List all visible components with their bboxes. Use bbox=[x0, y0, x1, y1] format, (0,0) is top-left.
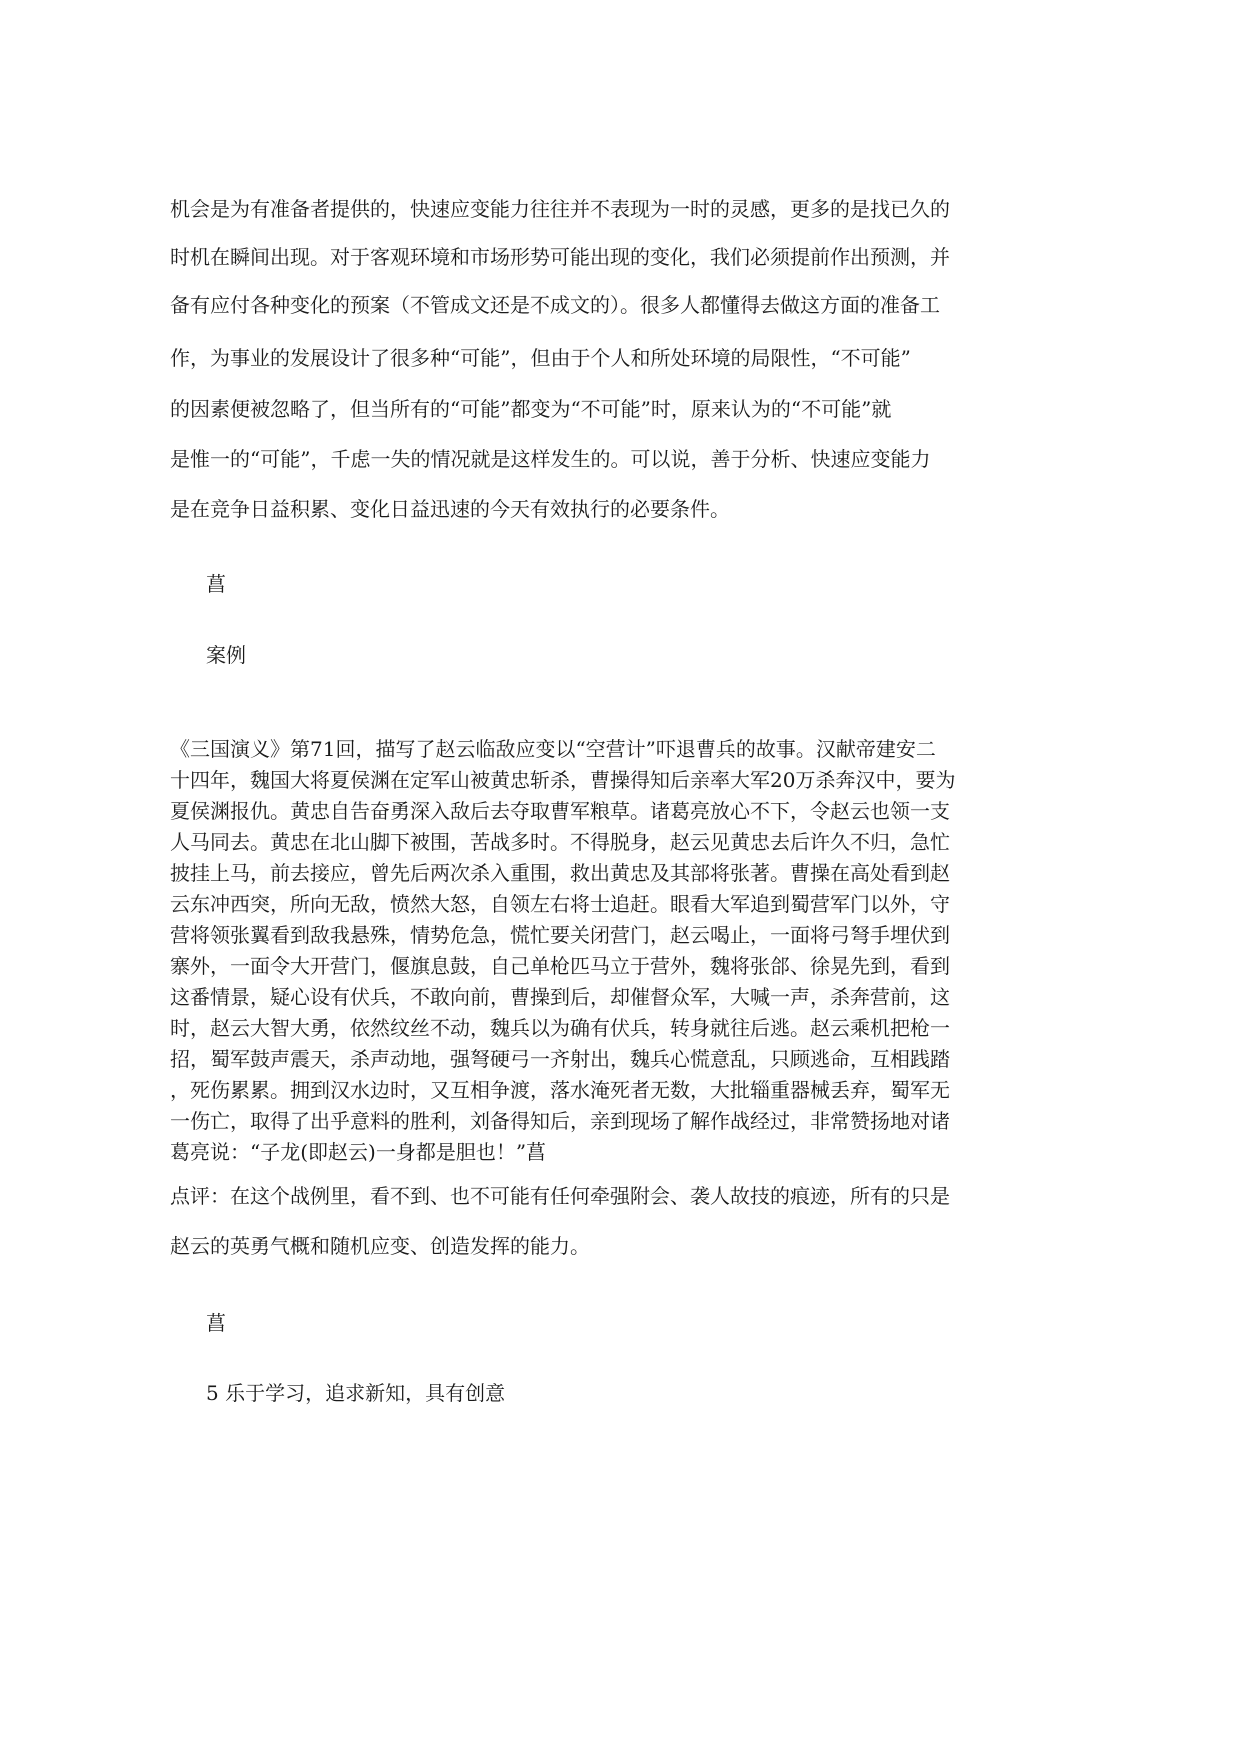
text-line: 披挂上马，前去接应，曾先后两次杀入重围，救出黄忠及其部将张著。曹操在高处看到赵 bbox=[170, 861, 950, 885]
text-line: 人马同去。黄忠在北山脚下被围，苦战多时。不得脱身，赵云见黄忠去后许久不归，急忙 bbox=[170, 830, 950, 854]
text-line: 一伤亡，取得了出乎意料的胜利，刘备得知后，亲到现场了解作战经过，非常赞扬地对诸 bbox=[170, 1109, 950, 1133]
text-line: 《三国演义》第71回，描写了赵云临敌应变以“空营计”吓退曹兵的故事。汉献帝建安二 bbox=[170, 737, 936, 761]
text-line: 十四年，魏国大将夏侯渊在定军山被黄忠斩杀，曹操得知后亲率大军20万杀奔汉中，要为 bbox=[170, 768, 956, 792]
text-line: 这番情景，疑心设有伏兵，不敢向前，曹操到后，却催督众军，大喊一声，杀奔营前，这 bbox=[170, 985, 950, 1009]
text-line: 夏侯渊报仇。黄忠自告奋勇深入敌后去夺取曹军粮草。诸葛亮放心不下，令赵云也领一支 bbox=[170, 799, 950, 823]
text-line: 寨外，一面令大开营门，偃旗息鼓，自己单枪匹马立于营外，魏将张郃、徐晃先到，看到 bbox=[170, 954, 950, 978]
text-line: 时机在瞬间出现。对于客观环境和市场形势可能出现的变化，我们必须提前作出预测，并 bbox=[170, 245, 950, 269]
text-line: 赵云的英勇气概和随机应变、创造发挥的能力。 bbox=[170, 1234, 590, 1258]
text-line: 作，为事业的发展设计了很多种“可能”，但由于个人和所处环境的局限性，“不可能” bbox=[170, 346, 911, 370]
text-line: 是在竞争日益积累、变化日益迅速的今天有效执行的必要条件。 bbox=[170, 497, 730, 521]
paragraph-marker: 菖 bbox=[206, 1311, 226, 1335]
text-line: 招，蜀军鼓声震天，杀声动地，强弩硬弓一齐射出，魏兵心慌意乱，只顾逃命，互相践踏 bbox=[170, 1047, 950, 1071]
text-line: 云东冲西突，所向无敌，愤然大怒，自领左右将士追赶。眼看大军追到蜀营军门以外，守 bbox=[170, 892, 950, 916]
paragraph-marker: 菖 bbox=[206, 572, 226, 596]
text-line: 营将领张翼看到敌我悬殊，情势危急，慌忙要关闭营门，赵云喝止，一面将弓弩手埋伏到 bbox=[170, 923, 950, 947]
text-line: 是惟一的“可能”，千虑一失的情况就是这样发生的。可以说，善于分析、快速应变能力 bbox=[170, 447, 931, 471]
text-line: 葛亮说：“子龙(即赵云)一身都是胆也！”菖 bbox=[170, 1140, 547, 1164]
text-line: 时，赵云大智大勇，依然纹丝不动，魏兵以为确有伏兵，转身就往后逃。赵云乘机把枪一 bbox=[170, 1016, 950, 1040]
text-line: 备有应付各种变化的预案（不管成文还是不成文的）。很多人都懂得去做这方面的准备工 bbox=[170, 293, 940, 317]
text-line: 点评：在这个战例里，看不到、也不可能有任何牵强附会、袭人故技的痕迹，所有的只是 bbox=[170, 1184, 950, 1208]
text-line: ，死伤累累。拥到汉水边时，又互相争渡，落水淹死者无数，大批辎重器械丢弃，蜀军无 bbox=[170, 1078, 950, 1102]
case-heading: 案例 bbox=[206, 643, 246, 667]
text-line: 的因素便被忽略了，但当所有的“可能”都变为“不可能”时，原来认为的“不可能”就 bbox=[170, 397, 892, 421]
section-heading: 5 乐于学习，追求新知，具有创意 bbox=[206, 1381, 506, 1405]
text-line: 机会是为有准备者提供的，快速应变能力往往并不表现为一时的灵感，更多的是找已久的 bbox=[170, 197, 950, 221]
